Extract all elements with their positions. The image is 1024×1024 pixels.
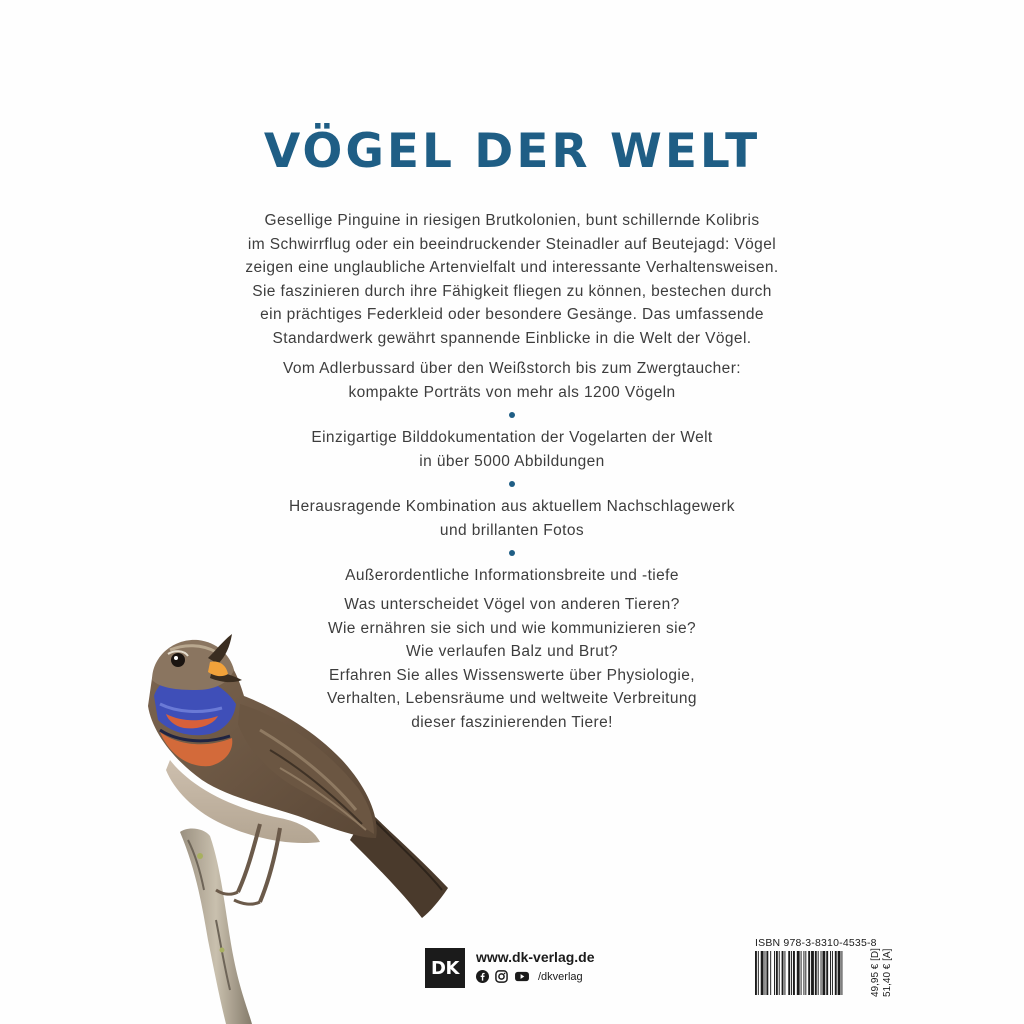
price-germany: 49,95 € [D] bbox=[870, 948, 881, 997]
bullet-dot bbox=[509, 550, 515, 556]
intro-paragraph bbox=[170, 209, 854, 350]
feature-list bbox=[170, 357, 854, 588]
barcode bbox=[755, 951, 871, 995]
feature-line: Vom Adlerbussard über den Weißstorch bis zum Zwergtaucher: bbox=[283, 360, 741, 377]
youtube-icon[interactable] bbox=[514, 970, 530, 983]
intro-line: zeigen eine unglaubliche Artenvielfalt und interessante Verhaltensweisen. bbox=[245, 259, 779, 276]
feature-item bbox=[170, 426, 854, 473]
bluethroat-bird-image bbox=[130, 620, 460, 1024]
publisher-url[interactable]: www.dk-verlag.de bbox=[476, 949, 595, 965]
feature-line: Außerordentliche Informationsbreite und -tiefe bbox=[345, 567, 679, 584]
bullet-dot bbox=[509, 412, 515, 418]
price-austria: 51,40 € [A] bbox=[882, 948, 893, 997]
book-title: VÖGEL DER WELT bbox=[263, 124, 761, 179]
question-line: Wie verlaufen Balz und Brut? bbox=[406, 643, 618, 660]
question-line: Wie ernähren sie sich und wie kommunizieren sie? bbox=[327, 619, 697, 637]
feature-line: kompakte Porträts von mehr als 1200 Vögeln bbox=[348, 383, 676, 401]
feature-line: in über 5000 Abbildungen bbox=[419, 452, 605, 470]
question-line: Erfahren Sie alles Wissenswerte über Physiologie, bbox=[329, 666, 695, 684]
question-line: Was unterscheidet Vögel von anderen Tieren? bbox=[344, 596, 680, 613]
bullet-dot bbox=[509, 481, 515, 487]
isbn-number: ISBN 978-3-8310-4535-8 bbox=[755, 937, 877, 949]
intro-line: Sie faszinieren durch ihre Fähigkeit fliegen zu können, bestechen durch bbox=[252, 282, 772, 300]
dk-logo: DK bbox=[425, 948, 465, 988]
feature-item bbox=[170, 357, 854, 404]
instagram-icon[interactable] bbox=[495, 970, 508, 983]
question-line: Verhalten, Lebensräume und weltweite Verbreitung bbox=[327, 690, 697, 707]
intro-line: Standardwerk gewährt spannende Einblicke in die Welt der Vögel. bbox=[272, 329, 752, 347]
facebook-icon[interactable] bbox=[476, 970, 489, 983]
feature-item bbox=[170, 495, 854, 542]
feature-line: Herausragende Kombination aus aktuellem Nachschlagewerk bbox=[289, 498, 735, 515]
intro-line: im Schwirrflug oder ein beeindruckender Steinadler auf Beutejagd: Vögel bbox=[247, 235, 777, 253]
price-block bbox=[870, 937, 894, 997]
question-line: dieser faszinierenden Tiere! bbox=[411, 713, 613, 731]
social-links bbox=[476, 970, 583, 983]
feature-line: Einzigartige Bilddokumentation der Vogelarten der Welt bbox=[311, 429, 713, 446]
intro-line: ein prächtiges Federkleid oder besondere Gesänge. Das umfassende bbox=[260, 306, 764, 323]
feature-item bbox=[170, 564, 854, 588]
intro-line: Gesellige Pinguine in riesigen Brutkolonien, bunt schillernde Kolibris bbox=[264, 212, 760, 229]
social-handle: /dkverlag bbox=[538, 970, 583, 983]
feature-line: und brillanten Fotos bbox=[439, 521, 585, 539]
